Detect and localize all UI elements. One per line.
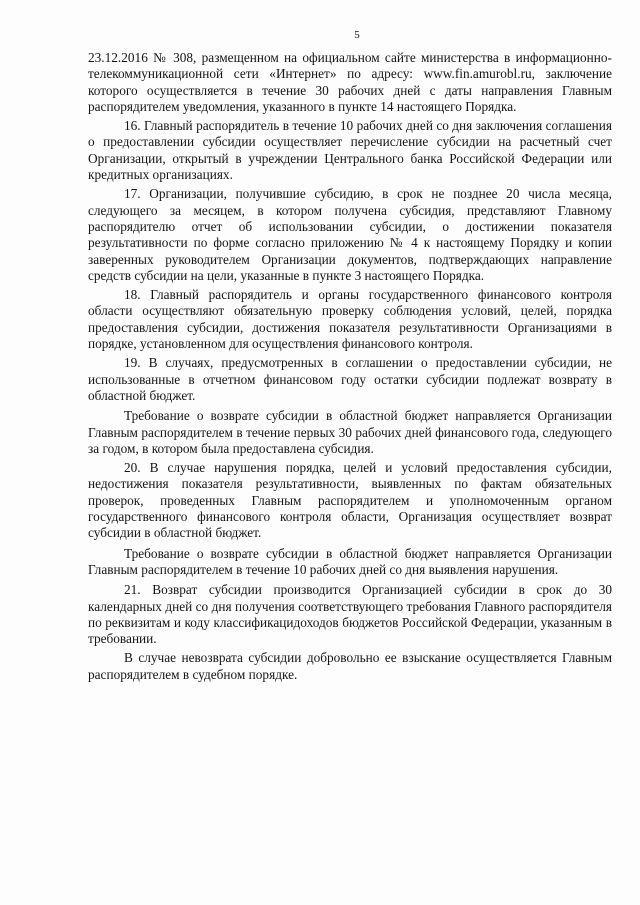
paragraph-21-court: В случае невозврата субсидии добровольно ее взыскание осуществляется Главным распорядителем в судебном порядке. xyxy=(88,650,612,682)
paragraph-20: 20. В случае нарушения порядка, целей и условий предоставления субсидии, недостижения показателя результативности, выявленных по фактам обязательных проверок, проведенных Главным распорядителем и уполномоченным органом государственного финансового контроля области, Организация осуществляет возврат субсидии в областной бюджет. xyxy=(88,460,612,541)
paragraph-19: 19. В случаях, предусмотренных в соглашении о предоставлении субсидии, не использованные в отчетном финансовом году остатки субсидии подлежат возврату в областной бюджет. xyxy=(88,355,612,403)
paragraph-20-requirement: Требование о возврате субсидии в областной бюджет направляется Организации Главным распорядителем в течение 10 рабочих дней со дня выявления нарушения. xyxy=(88,545,612,577)
paragraph-18: 18. Главный распорядитель и органы государственного финансового контроля области осуществляют обязательную проверку соблюдения условий, целей, порядка предоставления субсидии, достижения показателя результативности Организациями в порядке, установленном для осуществления финансового контроля. xyxy=(88,287,612,352)
paragraph-17: 17. Организации, получившие субсидию, в срок не позднее 20 числа месяца, следующего за месяцем, в котором получена субсидия, представляют Главному распорядителю отчет об использовании субсидии, о достижении показателя результативности по форме согласно приложению № 4 к настоящему Порядку и копии заверенных руководителем Организации документов, подтверждающих направление средств субсидии на цели, указанные в пункте 3 настоящего Порядка. xyxy=(88,186,612,283)
paragraph-21: 21. Возврат субсидии производится Организацией субсидии в срок до 30 календарных дней со дня получения соответствующего требования Главного распорядителя по реквизитам и коду классификацидоходов бюджетов Российской Федерации, указанным в требовании. xyxy=(88,582,612,647)
paragraph-continuation: 23.12.2016 № 308, размещенном на официальном сайте министерства в информационно-телекоммуникационной сети «Интернет» по адресу: www.fin.amurobl.ru, заключение которого осуществляется в течение 30 рабочих дней с даты направления Главным распорядителем уведомления, указанного в пункте 14 настоящего Порядка. xyxy=(88,50,612,114)
page-number: 5 xyxy=(354,29,360,41)
paragraph-19-requirement: Требование о возврате субсидии в областной бюджет направляется Организации Главным распорядителем в течение первых 30 рабочих дней финансового года, следующего за годом, в котором была предоставлена субсидия. xyxy=(88,408,612,456)
paragraph-16: 16. Главный распорядитель в течение 10 рабочих дней со дня заключения соглашения о предоставлении субсидии осуществляет перечисление субсидии на расчетный счет Организации, открытый в учреждении Центрального банка Российской Федерации или кредитных организациях. xyxy=(88,118,612,183)
